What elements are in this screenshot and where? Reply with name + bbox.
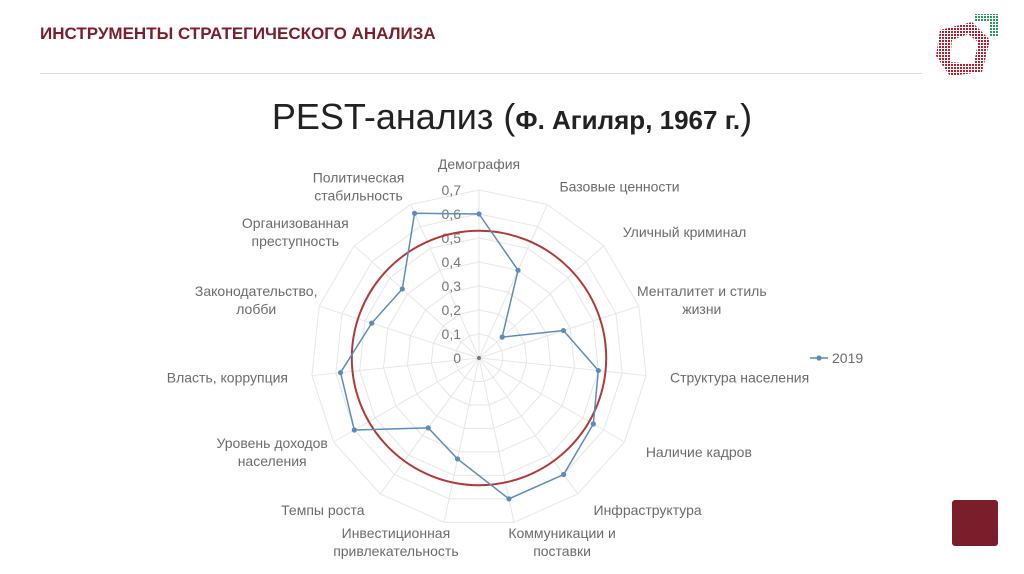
tick-label: 0,4 <box>441 254 461 270</box>
category-label: привлекательность <box>333 542 459 559</box>
tick-label: 0,6 <box>441 206 461 222</box>
category-label: Коммуникации и <box>508 524 616 541</box>
data-point <box>476 211 481 216</box>
tick-label: 0,7 <box>441 182 461 198</box>
data-point <box>369 321 374 326</box>
category-label: Политическая <box>312 169 405 186</box>
next-slide-button[interactable] <box>952 500 998 546</box>
slide-title-sub: Ф. Агиляр, 1967 г. <box>515 105 741 135</box>
slide-title-close: ) <box>740 96 753 137</box>
category-label: Наличие кадров <box>645 444 752 460</box>
category-label: Законодательство, <box>194 282 318 299</box>
data-point <box>515 268 520 273</box>
category-label: Инфраструктура <box>593 502 702 519</box>
tick-label: 0 <box>453 350 461 366</box>
category-label: населения <box>237 453 307 469</box>
tick-label: 0,2 <box>441 302 461 318</box>
category-label: Структура населения <box>669 369 810 386</box>
category-label: Темпы роста <box>281 502 365 519</box>
category-label: Менталитет и стиль <box>636 282 767 299</box>
data-point <box>596 368 601 373</box>
data-point <box>561 328 566 333</box>
category-label: Организованная <box>241 215 349 232</box>
category-label: Уровень доходов <box>216 435 328 451</box>
center-point <box>477 356 481 360</box>
tick-label: 0,3 <box>441 278 461 294</box>
category-label: Власть, коррупция <box>166 369 289 386</box>
category-label: Уличный криминал <box>622 224 747 241</box>
header-title: ИНСТРУМЕНТЫ СТРАТЕГИЧЕСКОГО АНАЛИЗА <box>40 24 436 43</box>
slide-title-main: PEST-анализ ( <box>271 96 516 137</box>
category-label: преступность <box>251 233 340 250</box>
category-label: Демография <box>437 156 521 172</box>
category-label: стабильность <box>314 187 403 204</box>
data-point <box>561 472 566 477</box>
data-point <box>338 370 343 375</box>
legend-marker <box>816 355 821 360</box>
data-point <box>412 211 417 216</box>
category-label: Базовые ценности <box>559 178 680 195</box>
category-label: лобби <box>236 300 277 317</box>
data-point <box>352 427 357 432</box>
category-label: жизни <box>682 300 722 317</box>
data-point <box>400 286 405 291</box>
tick-label: 0,5 <box>441 230 461 246</box>
data-point <box>455 456 460 461</box>
data-point <box>506 496 511 501</box>
legend-label: 2019 <box>832 350 864 366</box>
tick-label: 0,1 <box>441 326 461 342</box>
grid-spoke <box>479 246 604 358</box>
category-label: Инвестиционная <box>341 524 451 541</box>
data-point <box>426 425 431 430</box>
data-point <box>500 335 505 340</box>
category-label: поставки <box>533 542 591 559</box>
data-point <box>591 421 596 426</box>
